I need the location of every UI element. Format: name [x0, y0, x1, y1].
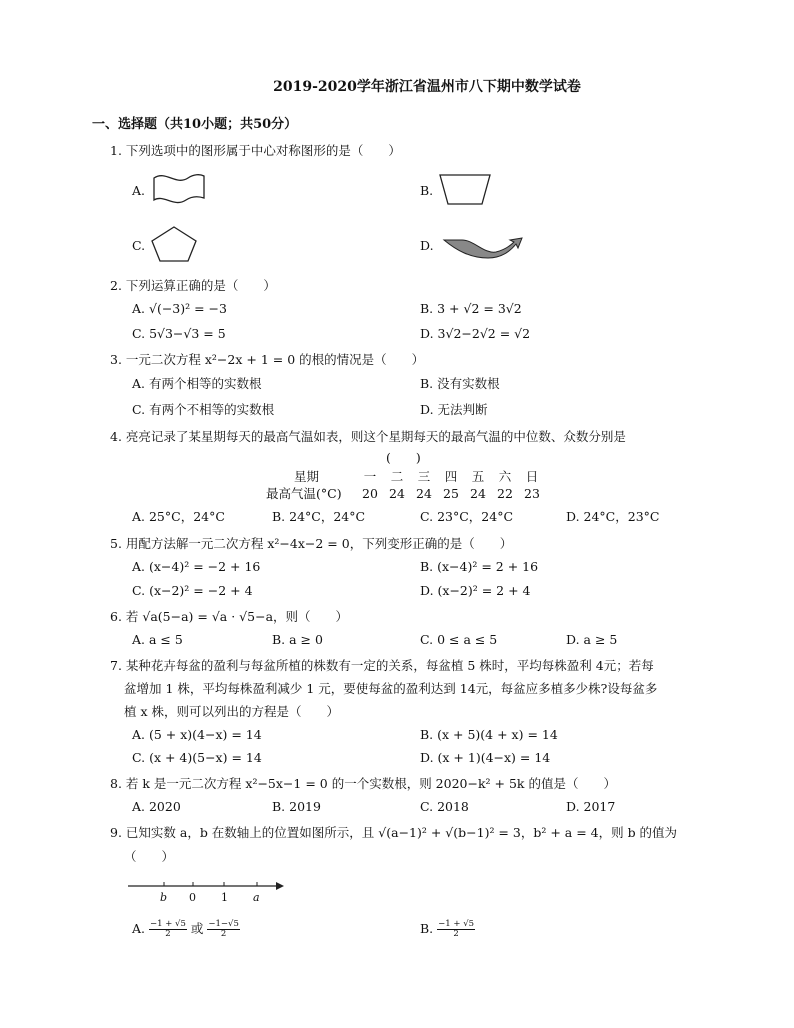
q9-option-b: [420, 918, 475, 940]
q5-option-b: B. (x−4)² = 2 + 16: [420, 559, 539, 574]
table-header-label: 星期: [294, 469, 320, 484]
q6-stem: 6. 若 √a(5−a) = √a · √5−a，则（ ）: [110, 609, 349, 624]
q5-option-d: D. (x−2)² = 2 + 4: [420, 583, 531, 598]
q4-stem: 4. 亮亮记录了某星期每天的最高气温如表，则这个星期每天的最高气温的中位数、众数分别是: [110, 429, 626, 444]
q2-option-d: D. 3√2−2√2 = √2: [420, 326, 531, 341]
q9-option-a-prefix: A.: [132, 921, 146, 936]
q9-option-a-or: 或: [190, 921, 204, 936]
table-day: 一: [363, 469, 377, 484]
q1-pentagon-shape-icon: [148, 224, 200, 264]
q3-stem: 3. 一元二次方程 x²−2x + 1 = 0 的根的情况是（ ）: [110, 352, 425, 367]
q7-stem-line-2: 盆增加 1 株，平均每株盈利减少 1 元，要使每盆的盈利达到 14元，每盆应多植多少株?设每盆多: [124, 681, 658, 696]
q3-option-d: D. 无法判断: [420, 402, 488, 417]
page-title: 2019-2020学年浙江省温州市八下期中数学试卷: [273, 79, 581, 95]
axis-label-one: 1: [221, 891, 228, 904]
axis-label-zero: 0: [189, 891, 196, 904]
axis-label-b: b: [160, 891, 168, 904]
q1-trapezoid-shape-icon: [436, 170, 496, 208]
q9-option-a: [132, 918, 240, 940]
q8-option-b: B. 2019: [272, 799, 321, 814]
q2-stem: 2. 下列运算正确的是（ ）: [110, 278, 276, 293]
q4-option-c: C. 23°C，24°C: [420, 509, 514, 524]
q5-option-a: A. (x−4)² = −2 + 16: [132, 559, 261, 574]
q6-option-d: D. a ≥ 5: [566, 632, 618, 647]
temperature-table-header: [0, 469, 794, 485]
table-day: 五: [471, 469, 485, 484]
q1-option-d-label: D.: [420, 238, 434, 253]
table-day: 四: [444, 469, 458, 484]
table-day: 六: [498, 469, 512, 484]
q8-stem: 8. 若 k 是一元二次方程 x²−5x−1 = 0 的一个实数根，则 2020−k² + 5k 的值是（ ）: [110, 776, 616, 791]
q8-option-a: A. 2020: [132, 799, 181, 814]
q9-stem-line-1: 9. 已知实数 a，b 在数轴上的位置如图所示，且 √(a−1)² + √(b−1)² = 3，b² + a = 4，则 b 的值为: [110, 825, 678, 840]
q9-stem-line-2: （ ）: [124, 849, 175, 864]
temperature-table-values: [0, 486, 794, 502]
number-line: [126, 876, 286, 906]
q6-option-b: B. a ≥ 0: [272, 632, 323, 647]
q8-option-d: D. 2017: [566, 799, 616, 814]
fraction-numerator: −1−√5: [208, 919, 239, 929]
table-value-label: 最高气温(°C): [266, 486, 342, 501]
q4-option-d: D. 24°C，23°C: [566, 509, 660, 524]
q6-option-c: C. 0 ≤ a ≤ 5: [420, 632, 498, 647]
table-temp: 25: [443, 486, 459, 501]
table-temp: 20: [362, 486, 378, 501]
q2-option-a: A. √(−3)² = −3: [132, 301, 227, 316]
q9-option-a-fraction-1: [149, 920, 187, 939]
q7-option-b: B. (x + 5)(4 + x) = 14: [420, 727, 558, 742]
q3-option-c: C. 有两个不相等的实数根: [132, 402, 275, 417]
q1-option-c-label: C.: [132, 238, 146, 253]
fraction-denominator: 2: [453, 929, 459, 939]
table-day: 日: [525, 469, 539, 484]
table-day: 二: [390, 469, 404, 484]
q3-option-b: B. 没有实数根: [420, 376, 500, 391]
q2-option-b: B. 3 + √2 = 3√2: [420, 301, 522, 316]
fraction-numerator: −1 + √5: [438, 919, 475, 929]
q1-option-a-label: A.: [132, 183, 146, 198]
q3-option-a: A. 有两个相等的实数根: [132, 376, 262, 391]
table-temp: 24: [416, 486, 432, 501]
q7-option-d: D. (x + 1)(4−x) = 14: [420, 750, 551, 765]
q7-option-a: A. (5 + x)(4−x) = 14: [132, 727, 262, 742]
q7-option-c: C. (x + 4)(5−x) = 14: [132, 750, 262, 765]
q1-curved-arrow-shape-icon: [440, 236, 526, 260]
fraction-numerator: −1 + √5: [150, 919, 186, 929]
table-temp: 24: [470, 486, 486, 501]
table-temp: 23: [524, 486, 540, 501]
q4-paren: ( ): [386, 450, 421, 465]
q8-option-c: C. 2018: [420, 799, 469, 814]
table-day: 三: [417, 469, 431, 484]
q1-flag-shape-icon: [150, 170, 208, 208]
fraction-denominator: 2: [165, 929, 171, 939]
q4-option-b: B. 24°C，24°C: [272, 509, 366, 524]
fraction-denominator: 2: [220, 929, 227, 939]
q7-stem-line-3: 植 x 株，则可以列出的方程是（ ）: [124, 704, 339, 719]
q9-option-b-fraction: [437, 920, 475, 939]
table-temp: 22: [497, 486, 513, 501]
q4-option-a: A. 25°C，24°C: [132, 509, 225, 524]
q7-stem-line-1: 7. 某种花卉每盆的盈利与每盆所植的株数有一定的关系，每盆植 5 株时，平均每株盈利 4元；若每: [110, 658, 654, 673]
axis-label-a: a: [253, 891, 260, 904]
q9-option-a-fraction-2: [207, 920, 239, 939]
q1-stem: 1. 下列选项中的图形属于中心对称图形的是（ ）: [110, 143, 401, 158]
q6-option-a: A. a ≤ 5: [132, 632, 183, 647]
q1-option-b-label: B.: [420, 183, 434, 198]
table-temp: 24: [389, 486, 405, 501]
section-heading: 一、选择题（共10小题；共50分）: [92, 117, 298, 132]
q2-option-c: C. 5√3−√3 = 5: [132, 326, 226, 341]
q9-option-b-prefix: B.: [420, 921, 434, 936]
q5-stem: 5. 用配方法解一元二次方程 x²−4x−2 = 0，下列变形正确的是（ ）: [110, 536, 513, 551]
q5-option-c: C. (x−2)² = −2 + 4: [132, 583, 253, 598]
